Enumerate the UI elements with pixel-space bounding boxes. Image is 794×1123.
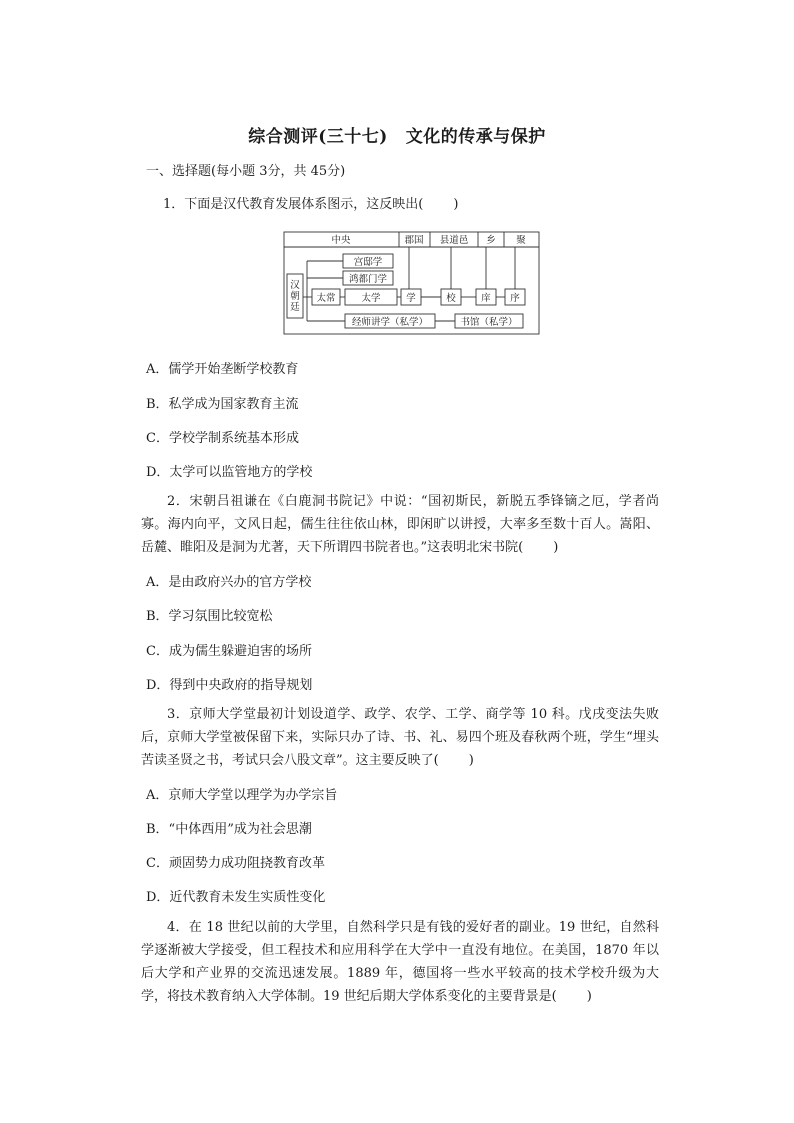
question-3-option-c: C．顽固势力成功阻挠教育改革 <box>146 856 325 871</box>
gongxue-box: 宫邸学 <box>353 257 383 268</box>
header-ju: 聚 <box>516 235 526 246</box>
page-title <box>0 122 794 147</box>
xiao-box: 校 <box>446 293 456 304</box>
question-3-option-d: D．近代教育未发生实质性变化 <box>146 890 326 905</box>
question-1-option-c: C．学校学制系统基本形成 <box>146 431 299 446</box>
hongdu-box: 鸿都门学 <box>348 274 388 285</box>
question-4-stem: 4．在 18 世纪以前的大学里，自然科学只是有钱的爱好者的副业。19 世纪，自然科学逐渐被大学接受，但工程技术和应用科学在大学中一直没有地位。在美国，1870 年以后大学和产业界的交流迅速发展。1889 年，德国将一些水平较高的技术学校升级为大学，将技术教育纳入大学体制。19 世纪后期大学体系变化的主要背景是( ) <box>141 920 659 1004</box>
section-heading: 一、选择题(每小题 3分，共 45分) <box>146 164 346 179</box>
question-3-stem: 3．京师大学堂最初计划设道学、政学、农学、工学、商学等 10 科。戊戌变法失败后，京师大学堂被保留下来，实际只办了诗、书、礼、易四个班及春秋两个班，学生“埋头苦读圣贤之书，考试只会八股文章”。这主要反映了( ) <box>141 707 659 768</box>
taichang-box: 太常 <box>316 293 336 304</box>
xiang-school-box: 庠 <box>481 293 491 304</box>
question-1-option-a: A．儒学开始垄断学校教育 <box>146 362 299 377</box>
question-2-option-c: C．成为儒生躲避迫害的场所 <box>146 644 312 659</box>
question-1-stem: 1．下面是汉代教育发展体系图示，这反映出( ) <box>163 197 459 212</box>
court-label: 汉朝廷 <box>290 280 300 313</box>
question-3-option-b: B．“中体西用”成为社会思潮 <box>146 822 312 837</box>
question-1-option-d: D．太学可以监管地方的学校 <box>146 465 313 480</box>
question-2-option-d: D．得到中央政府的指导规划 <box>146 678 313 693</box>
jingshi-box: 经师讲学（私学） <box>351 317 429 328</box>
question-2-stem: 2．宋朝吕祖谦在《白鹿洞书院记》中说：“国初斯民，新脱五季锋镝之厄，学者尚寡。海内向平，文风日起，儒生往往依山林，即闲旷以讲授，大率多至数十百人。嵩阳、岳麓、睢阳及是洞为尤著，天下所谓四书院者也。”这表明北宋书院( ) <box>141 494 659 555</box>
xue-box: 学 <box>406 293 416 304</box>
question-3-option-a: A．京师大学堂以理学为办学宗旨 <box>146 788 338 803</box>
education-system-diagram <box>283 231 541 337</box>
question-2-option-a: A．是由政府兴办的官方学校 <box>146 575 312 590</box>
question-2-option-b: B．学习氛围比较宽松 <box>146 609 273 624</box>
header-xiang: 乡 <box>486 235 496 246</box>
header-xiandaoyi: 县道邑 <box>439 235 469 246</box>
title-sub: 文化的传承与保护 <box>405 127 546 147</box>
xu-box: 序 <box>510 293 520 304</box>
shuguan-box: 书馆（私学） <box>460 317 518 328</box>
taixue-box: 太学 <box>361 293 381 304</box>
header-central: 中央 <box>331 235 351 246</box>
title-main: 综合测评(三十七) <box>248 127 388 147</box>
header-junguo: 郡国 <box>404 235 424 246</box>
question-1-option-b: B．私学成为国家教育主流 <box>146 397 299 412</box>
